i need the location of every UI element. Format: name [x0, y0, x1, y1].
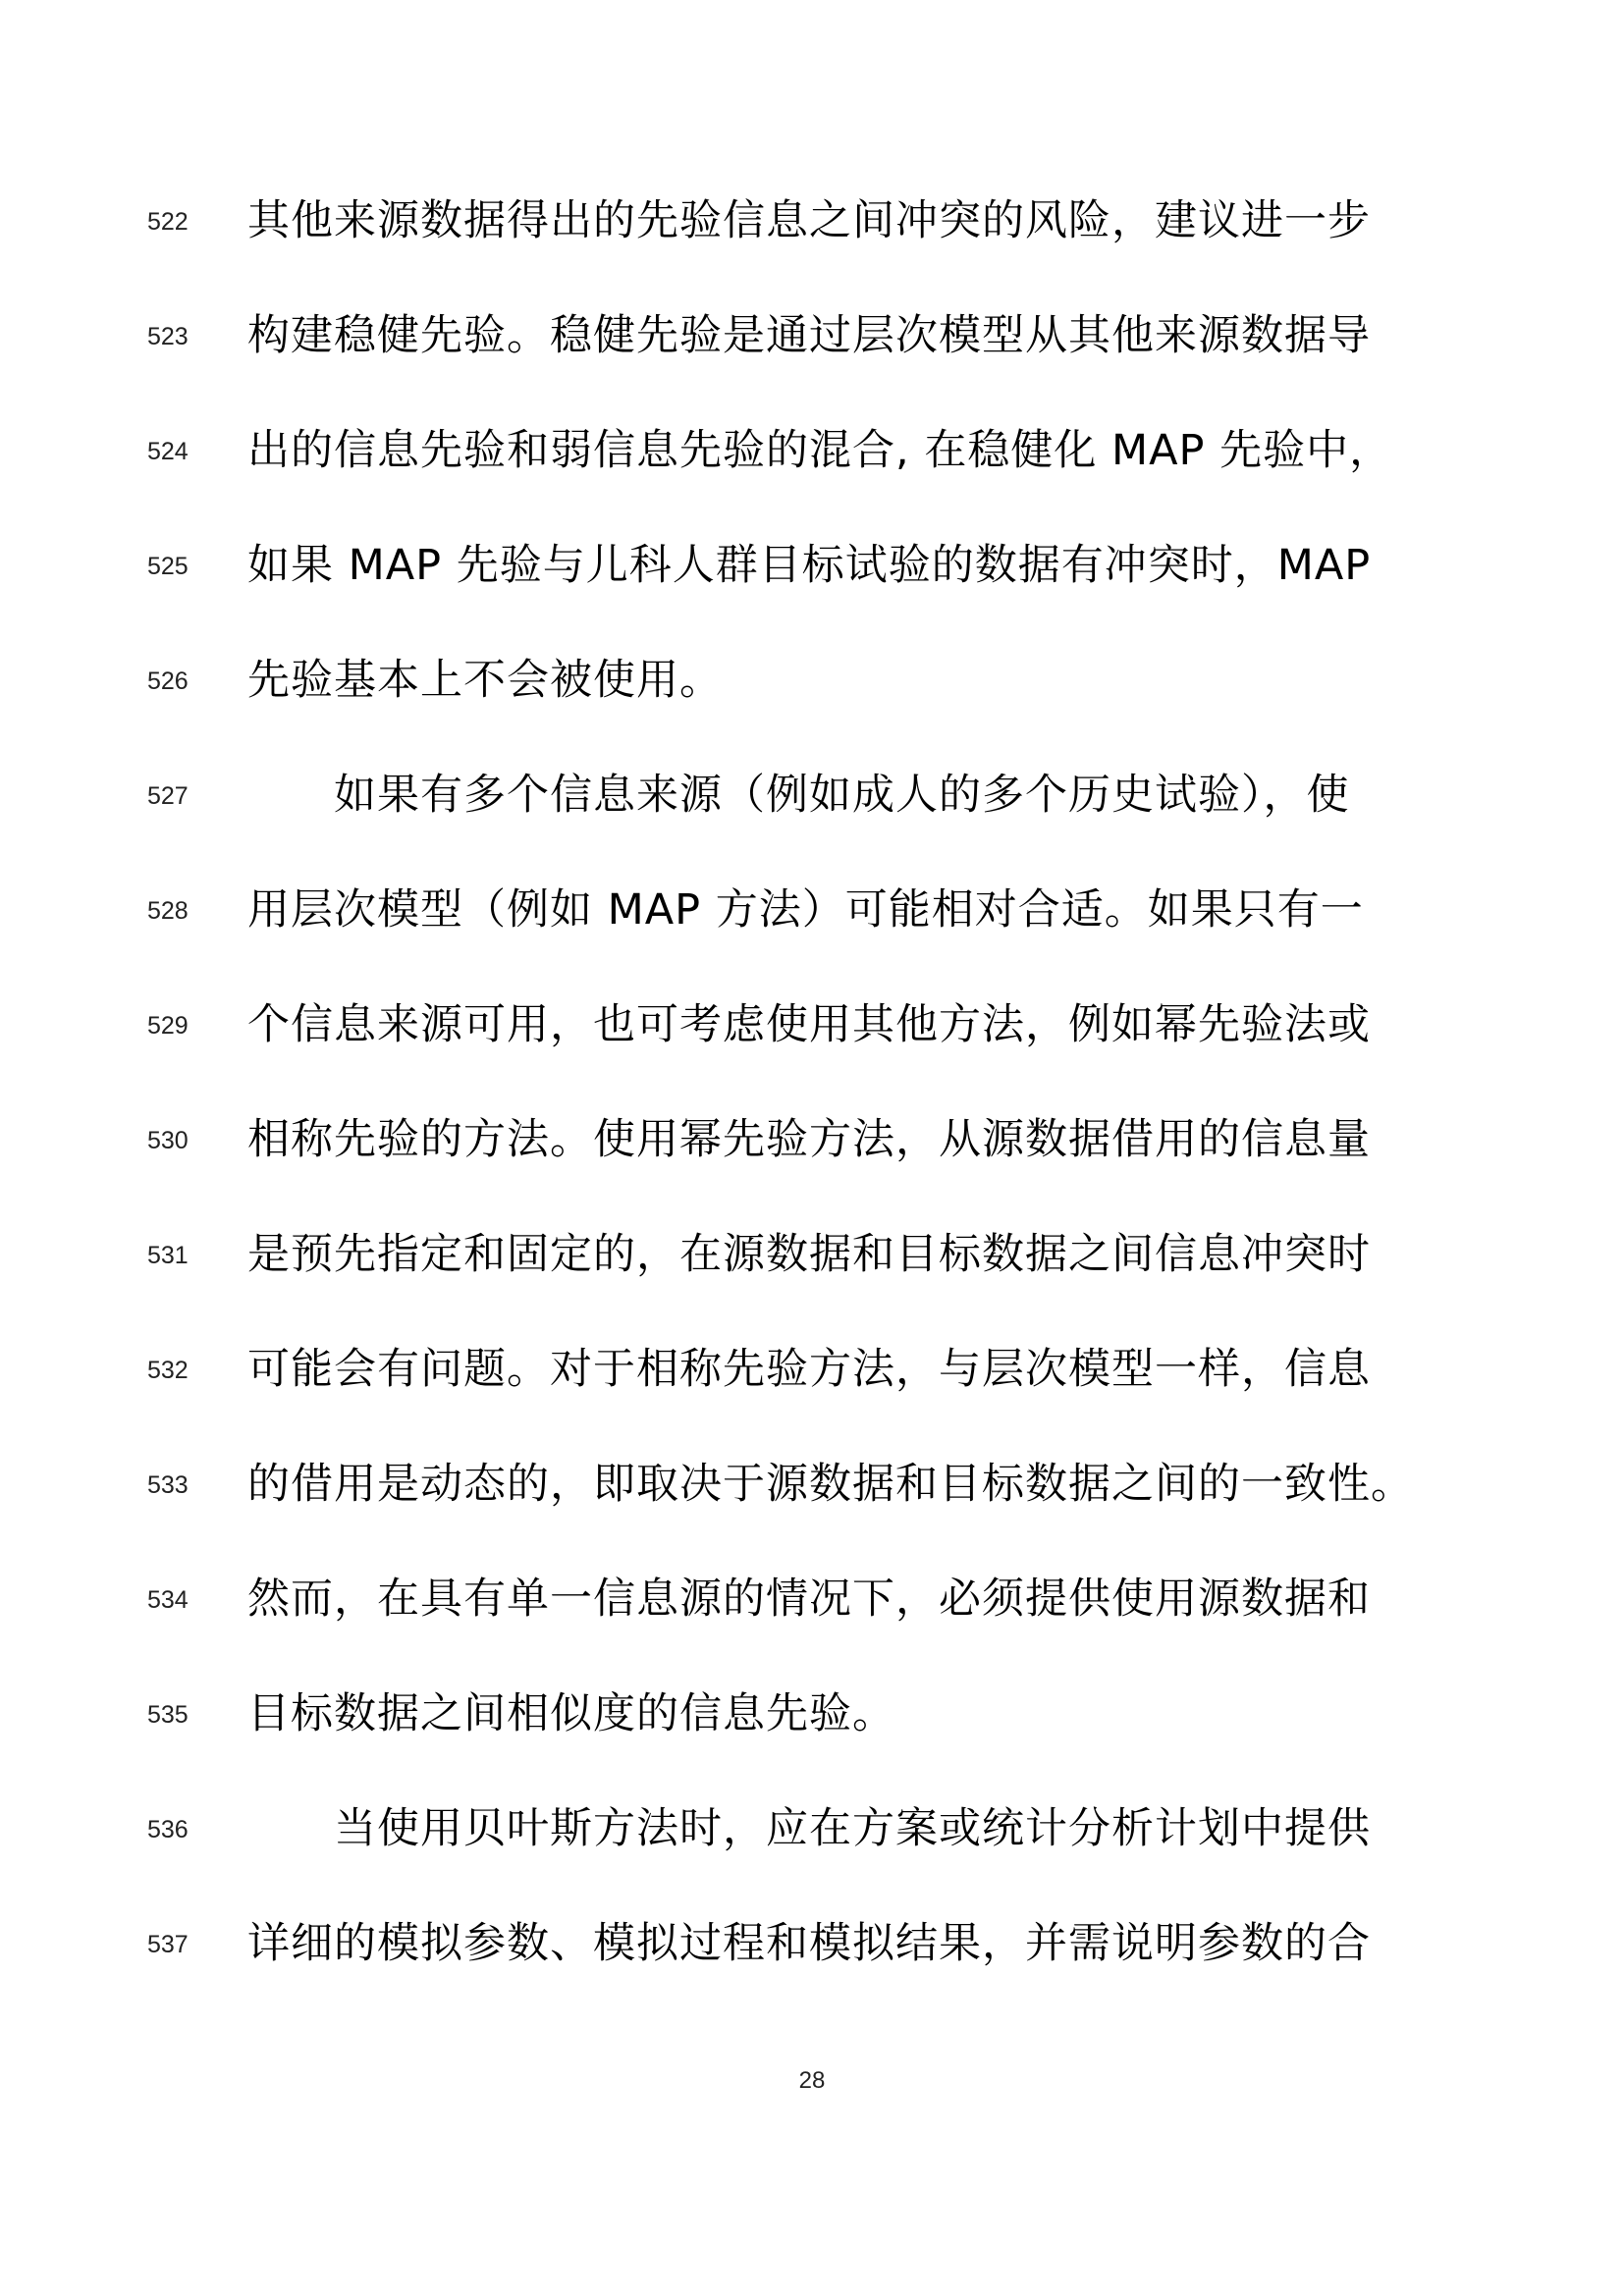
text-line	[0, 754, 1624, 869]
line-number: 526	[147, 667, 189, 695]
line-text: 用层次模型（例如 MAP 方法）可能相对合适。如果只有一	[247, 885, 1364, 934]
line-number: 527	[147, 782, 189, 810]
line-number: 530	[147, 1127, 189, 1154]
line-number: 529	[147, 1012, 189, 1040]
line-text: 个信息来源可用，也可考虑使用其他方法，例如幂先验法或	[247, 1000, 1371, 1049]
line-number: 537	[147, 1931, 189, 1958]
line-number: 534	[147, 1586, 189, 1614]
line-number: 536	[147, 1816, 189, 1843]
line-number: 525	[147, 553, 189, 580]
line-text: 是预先指定和固定的，在源数据和目标数据之间信息冲突时	[247, 1230, 1371, 1279]
line-number: 531	[147, 1242, 189, 1269]
text-line	[0, 294, 1624, 409]
line-text: 然而，在具有单一信息源的情况下，必须提供使用源数据和	[247, 1575, 1371, 1624]
line-number: 523	[147, 323, 189, 350]
text-line	[0, 639, 1624, 754]
text-line	[0, 1213, 1624, 1328]
line-number: 524	[147, 438, 189, 465]
line-number: 528	[147, 897, 189, 925]
text-line	[0, 1902, 1624, 2017]
line-number: 522	[147, 208, 189, 236]
paragraph-first-line: 如果有多个信息来源（例如成人的多个历史试验），使	[334, 771, 1350, 820]
paragraph-first-line: 当使用贝叶斯方法时，应在方案或统计分析计划中提供	[334, 1804, 1371, 1853]
line-number: 533	[147, 1471, 189, 1499]
text-line	[0, 1443, 1624, 1558]
text-line	[0, 1328, 1624, 1443]
text-line	[0, 524, 1624, 639]
text-line	[0, 984, 1624, 1098]
text-line	[0, 1788, 1624, 1902]
line-text: 目标数据之间相似度的信息先验。	[247, 1689, 895, 1738]
text-line	[0, 1098, 1624, 1213]
text-line	[0, 1673, 1624, 1788]
text-line	[0, 180, 1624, 294]
line-text: 如果 MAP 先验与儿科人群目标试验的数据有冲突时，MAP	[247, 541, 1372, 590]
line-text: 相称先验的方法。使用幂先验方法，从源数据借用的信息量	[247, 1115, 1371, 1164]
page-number: 28	[798, 2067, 826, 2094]
line-text: 先验基本上不会被使用。	[247, 656, 723, 705]
line-number: 532	[147, 1357, 189, 1384]
text-line	[0, 1558, 1624, 1673]
line-text: 详细的模拟参数、模拟过程和模拟结果，并需说明参数的合	[247, 1919, 1371, 1968]
line-text: 的借用是动态的，即取决于源数据和目标数据之间的一致性。	[247, 1460, 1414, 1509]
line-text: 出的信息先验和弱信息先验的混合, 在稳健化 MAP 先验中，	[247, 426, 1393, 475]
text-line	[0, 869, 1624, 984]
line-text: 其他来源数据得出的先验信息之间冲突的风险，建议进一步	[247, 196, 1371, 245]
line-text: 构建稳健先验。稳健先验是通过层次模型从其他来源数据导	[247, 311, 1371, 360]
line-number: 535	[147, 1701, 189, 1729]
line-text: 可能会有问题。对于相称先验方法，与层次模型一样，信息	[247, 1345, 1371, 1394]
text-line	[0, 409, 1624, 524]
